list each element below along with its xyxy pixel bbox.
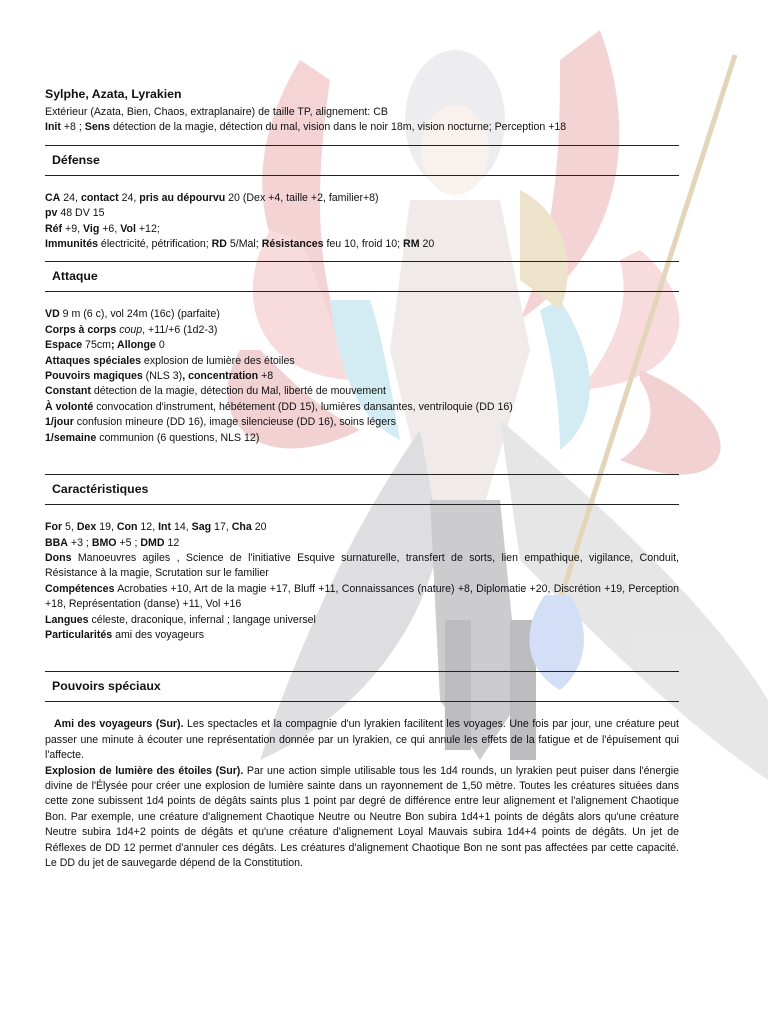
ac-line — [45, 191, 679, 206]
touch-label: contact — [80, 191, 119, 204]
immunities-line — [45, 237, 679, 252]
spell-like-label: Pouvoirs magiques — [45, 370, 143, 383]
special-attacks-value: explosion de lumière des étoiles — [140, 354, 295, 367]
ac-value: 24, — [60, 191, 81, 204]
bab-label: BBA — [45, 536, 68, 549]
sq-label: Particularités — [45, 628, 113, 641]
stat-block — [45, 86, 679, 871]
str-label: For — [45, 521, 63, 534]
explosion-lumiere-label: Explosion de lumière des étoiles (Sur). — [45, 764, 244, 777]
ability-ami-des-voyageurs — [45, 717, 679, 763]
melee-label: Corps à corps — [45, 323, 117, 336]
constant-line — [45, 384, 679, 399]
skills-value: Acrobaties +10, Art de la magie +17, Bluff +11, Connaissances (nature) +8, Diplomatie +20, Discrétion +19, Perception +18, Représentation (danse) +11, Vol +16 — [45, 582, 679, 611]
skills-label: Compétences — [45, 582, 115, 595]
cmd-value: 12 — [164, 536, 180, 549]
cmd-label: DMD — [140, 536, 165, 549]
sq-line — [45, 628, 679, 643]
concentration-label: , concentration — [182, 370, 259, 383]
sq-value: ami des voyageurs — [112, 628, 204, 641]
con-label: Con — [116, 521, 138, 534]
ability-explosion-lumiere — [45, 764, 679, 872]
per-week-line — [45, 431, 679, 446]
stats-heading-bar — [45, 474, 679, 505]
per-week-label: 1/semaine — [45, 431, 97, 444]
ref-value: +9, — [62, 222, 83, 235]
wis-value: 17, — [211, 521, 232, 534]
senses-label: Sens — [84, 121, 111, 134]
immunities-label: Immunités — [45, 238, 98, 251]
languages-line — [45, 613, 679, 628]
space-label: Espace — [45, 339, 83, 352]
defense-heading: Défense — [52, 152, 100, 167]
constant-value: détection de la magie, détection du Mal, liberté de mouvement — [90, 385, 386, 398]
senses-value: détection de la magie, détection du mal, vision dans le noir 18m, vision nocturne; Perception +18 — [110, 121, 567, 134]
caster-level: (NLS 3) — [142, 370, 183, 383]
melee-line — [45, 323, 679, 338]
reach-label: ; Allonge — [110, 339, 156, 352]
bab-value: +3 ; — [67, 536, 92, 549]
resist-label: Résistances — [261, 238, 324, 251]
per-day-label: 1/jour — [45, 416, 74, 429]
concentration-value: +8 — [258, 370, 274, 383]
speed-label: VD — [45, 308, 60, 321]
explosion-lumiere-text: Par une action simple utilisable tous les 1d4 rounds, un lyrakien peut puiser dans l'énergie divine de l'Élysée pour créer une explosion de lumière sainte dans un rayonnement de 1,50 mètre. Toutes les créatures situées dans cette zone subissent 1d4 points de dégâts saints plus 1 point par degré de différence entre leur alignement et l'alignement Chaotique Bon. Par exemple, une créature d'alignement Chaotique Neutre ou Neutre Bon subira 1d4+1 points de dégâts alors qu'une créature Neutre subira 1d4+2 points de dégâts et qu'une créature d'alignement Loyal Mauvais subira 1d4+4 points de dégâts. Un jet de Réflexes de DD 12 permet d'annuler ces dégâts. Les créatures d'alignement Chaotique Bon ne sont pas affectées par cette capacité. Le DD du jet de sauvegarde dépend de la Constitution. — [45, 764, 680, 869]
melee-weapon: coup — [119, 323, 143, 336]
con-value: 12, — [137, 521, 159, 534]
cmb-label: BMO — [91, 536, 117, 549]
space-value: 75cm — [82, 339, 111, 352]
space-line — [45, 338, 679, 353]
languages-value: céleste, draconique, infernal ; langage universel — [88, 613, 316, 626]
spell-like-line — [45, 369, 679, 384]
constant-label: Constant — [45, 385, 91, 398]
speed-line — [45, 307, 679, 322]
languages-label: Langues — [45, 613, 89, 626]
special-heading-bar — [45, 671, 679, 702]
init-senses-line — [45, 120, 679, 135]
melee-value: , +11/+6 (1d2-3) — [142, 323, 218, 336]
will-value: +12; — [135, 222, 160, 235]
int-value: 14, — [171, 521, 192, 534]
dr-label: RD — [211, 238, 227, 251]
ami-des-voyageurs-text: Les spectacles et la compagnie d'un lyrakien facilitent les voyages. Une fois par jour, une créature peut passer une minute à écouter une représentation donnée par un lyrakien, ce qui annule les effets de la fatigue et de l'épuisement qui l'affecte. — [45, 718, 679, 762]
at-will-line — [45, 400, 679, 415]
resist-value: feu 10, froid 10; — [323, 238, 404, 251]
dex-value: 19, — [96, 521, 117, 534]
type-line: Extérieur (Azata, Bien, Chaos, extraplanaire) de taille TP, alignement: CB — [45, 106, 388, 118]
hp-label: pv — [45, 207, 58, 220]
ref-label: Réf — [45, 222, 63, 235]
sr-label: RM — [403, 238, 420, 251]
init-label: Init — [45, 121, 61, 134]
feats-line — [45, 551, 679, 582]
ami-des-voyageurs-label: Ami des voyageurs (Sur). — [54, 718, 184, 731]
reach-value: 0 — [155, 339, 165, 352]
ac-label: CA — [45, 191, 61, 204]
int-label: Int — [158, 521, 172, 534]
at-will-label: À volonté — [45, 400, 94, 413]
special-attacks-line — [45, 354, 679, 369]
attack-heading: Attaque — [52, 269, 98, 284]
init-value: +8 ; — [60, 121, 85, 134]
special-attacks-label: Attaques spéciales — [45, 354, 141, 367]
hp-line — [45, 206, 679, 221]
flatfooted-label: pris au dépourvu — [139, 191, 226, 204]
fort-label: Vig — [83, 222, 100, 235]
per-day-line — [45, 415, 679, 430]
per-day-value: confusion mineure (DD 16), image silencieuse (DD 16), soins légers — [73, 416, 396, 429]
combat-line — [45, 536, 679, 551]
creature-title: Sylphe, Azata, Lyrakien — [45, 87, 182, 101]
hp-value: 48 DV 15 — [57, 207, 105, 220]
will-label: Vol — [120, 222, 136, 235]
saves-line — [45, 222, 679, 237]
attack-heading-bar — [45, 261, 679, 292]
per-week-value: communion (6 questions, NLS 12) — [96, 431, 260, 444]
special-heading: Pouvoirs spéciaux — [52, 679, 161, 694]
at-will-value: convocation d'instrument, hébétement (DD 15), lumières dansantes, ventriloquie (DD 16) — [93, 400, 513, 413]
wis-label: Sag — [191, 521, 212, 534]
stats-heading: Caractéristiques — [52, 482, 149, 497]
defense-heading-bar — [45, 145, 679, 176]
skills-line — [45, 582, 679, 613]
dr-value: 5/Mal; — [226, 238, 262, 251]
abilities-line — [45, 520, 679, 535]
dex-label: Dex — [76, 521, 97, 534]
str-value: 5, — [62, 521, 77, 534]
cha-value: 20 — [251, 521, 267, 534]
sr-value: 20 — [419, 238, 435, 251]
fort-value: +6, — [99, 222, 121, 235]
speed-value: 9 m (6 c), vol 24m (16c) (parfaite) — [59, 308, 220, 321]
cha-label: Cha — [231, 521, 252, 534]
immunities-value: électricité, pétrification; — [97, 238, 212, 251]
feats-label: Dons — [45, 551, 72, 564]
flatfooted-value: 20 (Dex +4, taille +2, familier+8) — [225, 191, 379, 204]
cmb-value: +5 ; — [116, 536, 141, 549]
touch-value: 24, — [118, 191, 140, 204]
feats-value: Manoeuvres agiles , Science de l'initiative Esquive surnaturelle, transfert de sorts, lien empathique, vigilance, Conduit, Résistance à la magie, Scrutation sur le familier — [45, 551, 679, 580]
